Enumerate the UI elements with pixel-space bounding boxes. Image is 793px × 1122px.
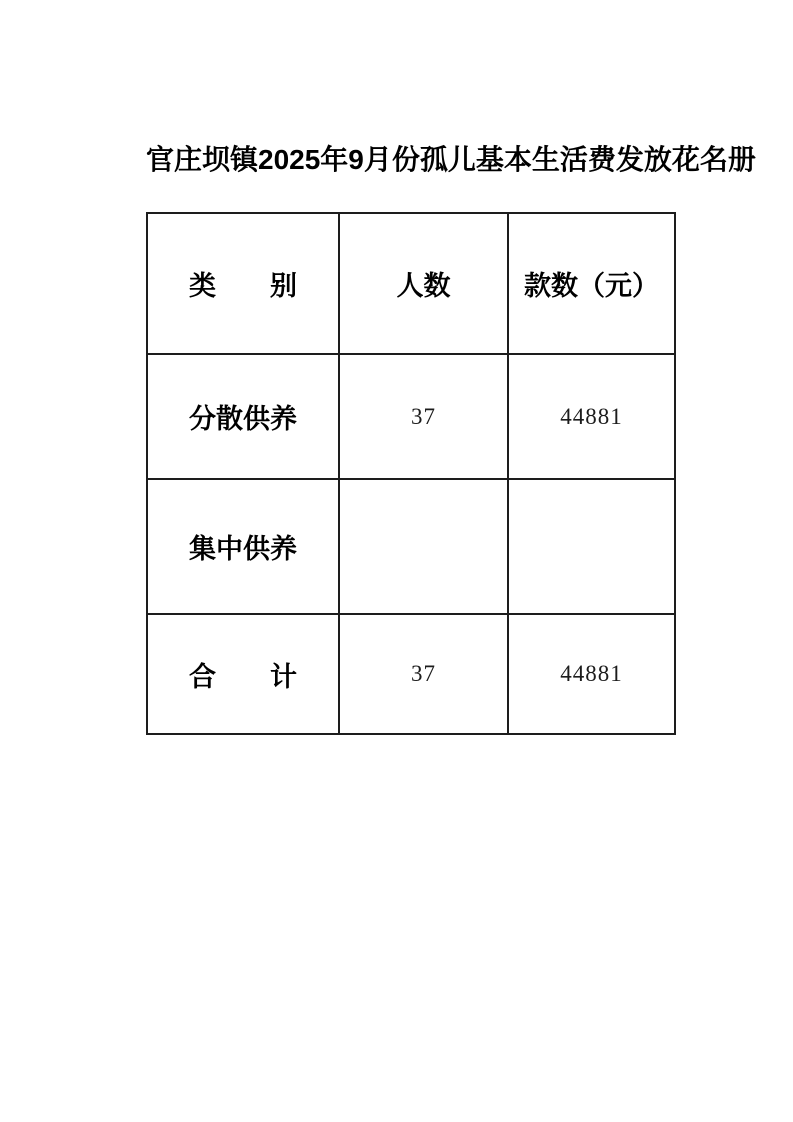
cell-dispersed-amount: 44881 xyxy=(508,354,675,479)
cell-central-amount xyxy=(508,479,675,614)
roster-table xyxy=(146,212,676,735)
cell-central-category: 集中供养 xyxy=(147,479,339,614)
table-row-dispersed xyxy=(147,354,675,479)
cell-total-count: 37 xyxy=(339,614,508,734)
header-cell-amount: 款数（元） xyxy=(508,213,675,354)
cell-dispersed-count: 37 xyxy=(339,354,508,479)
table-header-row xyxy=(147,213,675,354)
cell-central-count xyxy=(339,479,508,614)
cell-dispersed-category: 分散供养 xyxy=(147,354,339,479)
document-title: 官庄坝镇2025年9月份孤儿基本生活费发放花名册 xyxy=(146,144,756,175)
header-cell-category: 类 别 xyxy=(147,213,339,354)
cell-total-category: 合 计 xyxy=(147,614,339,734)
cell-total-amount: 44881 xyxy=(508,614,675,734)
table-row-total xyxy=(147,614,675,734)
header-cell-count: 人数 xyxy=(339,213,508,354)
table-row-central xyxy=(147,479,675,614)
